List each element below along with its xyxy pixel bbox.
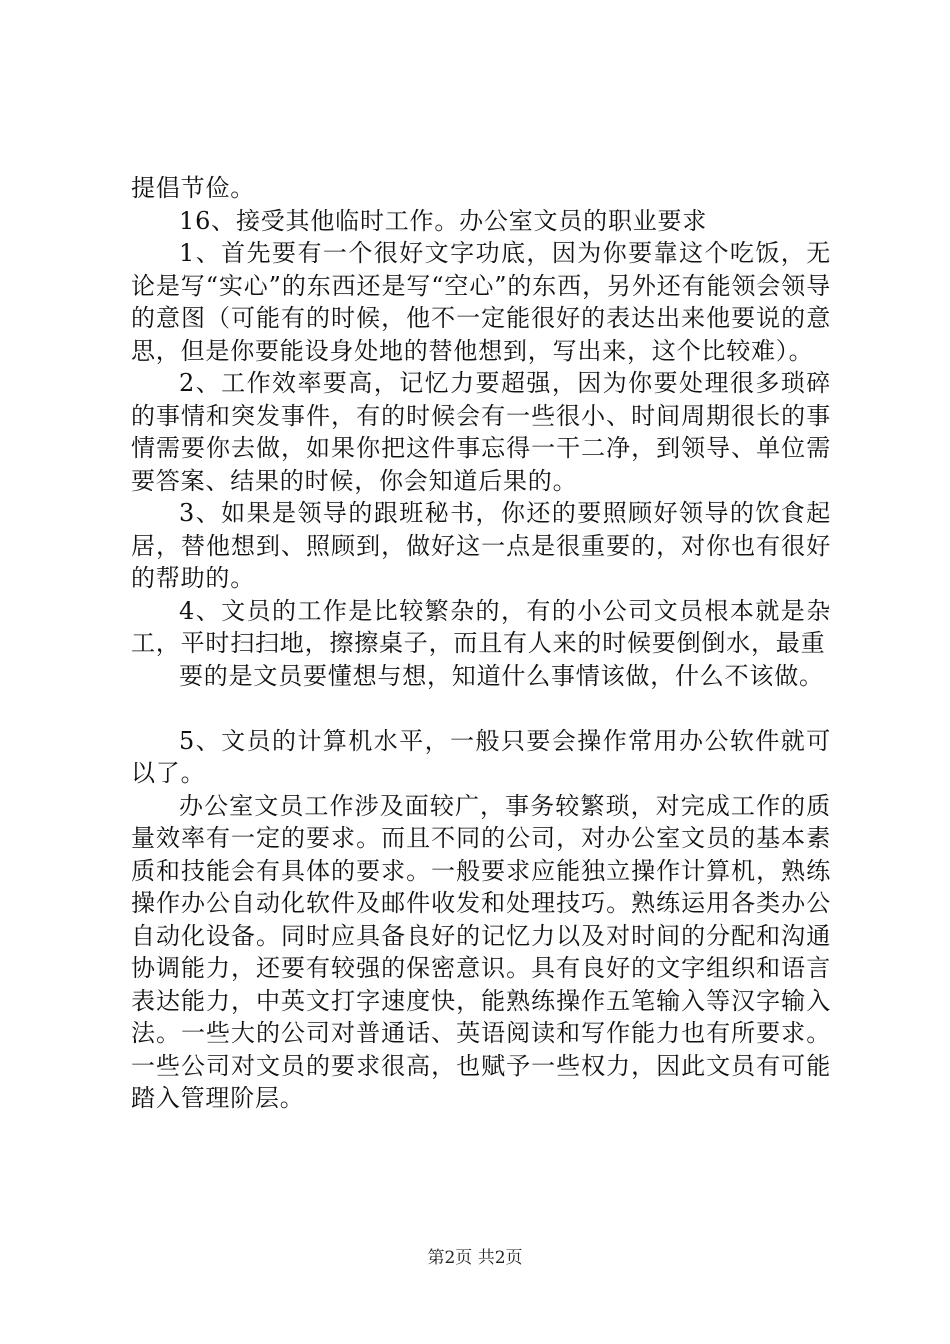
document-body xyxy=(131,172,831,1115)
paragraph-requirement-1: 1、首先要有一个很好文字功底，因为你要靠这个吃饭，无论是写“实心”的东西还是写“空心”的东西，另外还有能领会领导的意图（可能有的时候，他不一定能很好的表达出来他要说的意思，但是你要能设身处地的替他想到，写出来，这个比较难）。 xyxy=(131,239,831,365)
blank-line xyxy=(131,692,831,725)
paragraph-requirement-3: 3、如果是领导的跟班秘书，你还的要照顾好领导的饮食起居，替他想到、照顾到，做好这一点是很重要的，对你也有很好的帮助的。 xyxy=(131,499,831,592)
page-number-footer: 第2页 共2页 xyxy=(427,1248,523,1268)
paragraph-requirement-5: 5、文员的计算机水平，一般只要会操作常用办公软件就可以了。 xyxy=(131,726,831,787)
paragraph-continuation: 提倡节俭。 xyxy=(131,174,255,202)
paragraph-requirement-4: 4、文员的工作是比较繁杂的，有的小公司文员根本就是杂工，平时扫扫地，擦擦桌子，而且有人来的时候要倒倒水，最重 xyxy=(131,596,831,657)
paragraph-requirement-4-continued: 要的是文员要懂想与想，知道什么事情该做，什么不该做。 xyxy=(179,661,824,690)
paragraph-requirement-2: 2、工作效率要高，记忆力要超强，因为你要处理很多琐碎的事情和突发事件，有的时候会有一些很小、时间周期很长的事情需要你去做，如果你把这件事忘得一干二净，到领导、单位需要答案、结果的时候，你会知道后果的。 xyxy=(131,369,831,495)
paragraph-item-16: 16、接受其他临时工作。办公室文员的职业要求 xyxy=(179,206,708,235)
paragraph-summary: 办公室文员工作涉及面较广，事务较繁琐，对完成工作的质量效率有一定的要求。而且不同的公司，对办公室文员的基本素质和技能会有具体的要求。一般要求应能独立操作计算机，熟练操作办公自动化软件及邮件收发和处理技巧。熟练运用各类办公自动化设备。同时应具备良好的记忆力以及对时间的分配和沟通协调能力，还要有较强的保密意识。具有良好的文字组织和语言表达能力，中英文打字速度快，能熟练操作五笔输入等汉字输入法。一些大的公司对普通话、英语阅读和写作能力也有所要求。一些公司对文员的要求很高，也赋予一些权力，因此文员有可能踏入管理阶层。 xyxy=(131,791,831,1112)
